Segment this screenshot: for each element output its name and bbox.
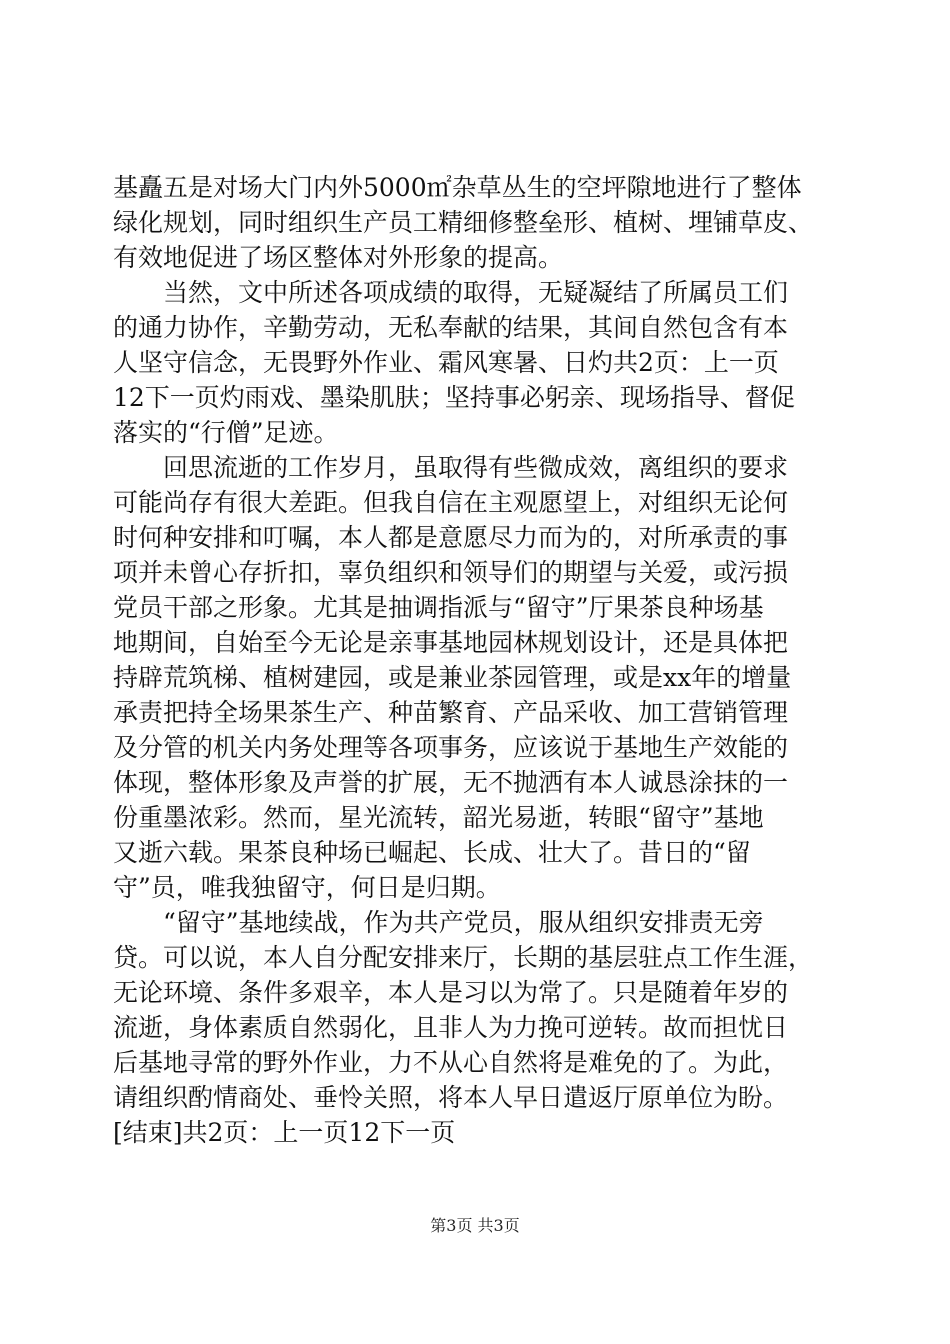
text-line: 的通力协作，辛勤劳动，无私奉献的结果，其间自然包含有本: [113, 313, 789, 342]
text-line: 守”员，唯我独留守，何日是归期。: [113, 873, 501, 902]
text-line: 落实的“行僧”足迹。: [113, 418, 339, 447]
text-line: 体现，整体形象及声誉的扩展，无不抛洒有本人诚恳涂抹的一: [113, 768, 789, 797]
text-line: 又逝六载。果茶良种场已崛起、长成、壮大了。昔日的“留: [113, 838, 751, 867]
text-line: 份重墨浓彩。然而，星光流转，韶光易逝，转眼“留守”基地: [113, 803, 764, 832]
text-line: 基矗五是对场大门内外5000㎡杂草丛生的空坪隙地进行了整体: [113, 173, 802, 202]
text-line: 持辟荒筑梯、植树建园，或是兼业茶园管理，或是xx年的增量: [113, 663, 792, 692]
text-line: 后基地寻常的野外作业，力不从心自然将是难免的了。为此，: [113, 1048, 789, 1077]
text-line: 回思流逝的工作岁月，虽取得有些微成效，离组织的要求: [113, 453, 789, 482]
text-line: 承责把持全场果茶生产、种苗繁育、产品采收、加工营销管理: [113, 698, 789, 727]
text-line: [结束]共2页：上一页12下一页: [113, 1118, 456, 1147]
text-line: 无论环境、条件多艰辛，本人是习以为常了。只是随着年岁的: [113, 978, 789, 1007]
text-line: 人坚守信念，无畏野外作业、霜风寒暑、日灼共2页：上一页: [113, 348, 779, 377]
text-line: 党员干部之形象。尤其是抽调指派与“留守”厅果茶良种场基: [113, 593, 764, 622]
text-line: 可能尚存有很大差距。但我自信在主观愿望上，对组织无论何: [113, 488, 789, 517]
text-line: 项并未曾心存折扣，辜负组织和领导们的期望与关爱，或污损: [113, 558, 789, 587]
text-line: 流逝，身体素质自然弱化，且非人为力挽可逆转。故而担忧日: [113, 1013, 789, 1042]
document-body: [113, 170, 853, 1150]
text-line: 贷。可以说，本人自分配安排来厅，长期的基层驻点工作生涯，: [113, 943, 814, 972]
text-line: 请组织酌情商处、垂怜关照，将本人早日遣返厅原单位为盼。: [113, 1083, 789, 1112]
text-line: 有效地促进了场区整体对外形象的提高。: [113, 243, 564, 272]
text-line: 12下一页灼雨戏、墨染肌肤；坚持事必躬亲、现场指导、督促: [113, 383, 795, 412]
page-footer: [0, 1215, 950, 1237]
text-line: 地期间，自始至今无论是亲事基地园林规划设计，还是具体把: [113, 628, 789, 657]
text-line: 绿化规划，同时组织生产员工精细修整垒形、植树、埋铺草皮、: [113, 208, 814, 237]
text-line: “留守”基地续战，作为共产党员，服从组织安排责无旁: [113, 908, 764, 937]
text-line: 及分管的机关内务处理等各项事务，应该说于基地生产效能的: [113, 733, 789, 762]
text-line: 当然，文中所述各项成绩的取得，无疑凝结了所属员工们: [113, 278, 789, 307]
text-line: 时何种安排和叮嘱，本人都是意愿尽力而为的，对所承责的事: [113, 523, 789, 552]
page-number-label: 第3页 共3页: [430, 1216, 520, 1235]
